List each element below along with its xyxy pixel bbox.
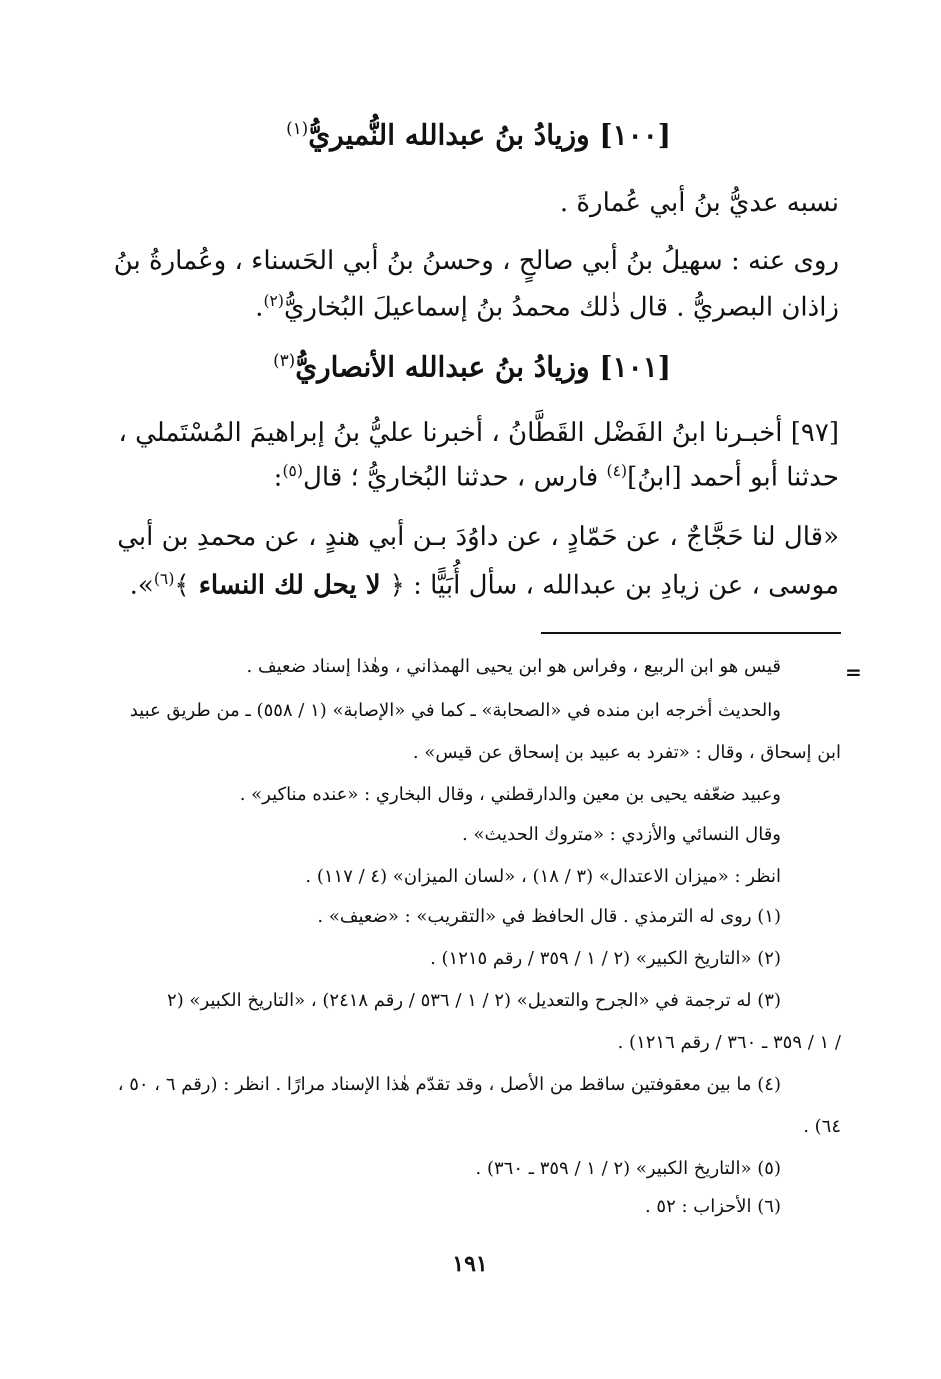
- footnote-ref-4: (٤): [606, 462, 628, 480]
- footnote-line: انظر : «ميزان الاعتدال» (٣ / ١٨) ، «لسان الميزان» (٤ / ١١٧) .: [305, 866, 781, 887]
- heading-100-text: [١٠٠] وزيادُ بنُ عبدالله النُّميريُّ: [308, 118, 671, 152]
- footnote-line: والحديث أخرجه ابن منده في «الصحابة» ـ كما في «الإصابة» (١ / ٥٥٨) ـ من طريق عبيد: [129, 700, 781, 721]
- riwaya-line-2: [255, 292, 839, 324]
- footnote-line: (١) روى له الترمذي . قال الحافظ في «التقريب» : «ضعيف» .: [317, 906, 781, 927]
- matn-line-2-end: ».: [129, 570, 154, 601]
- heading-entry-100: [286, 118, 671, 151]
- matn-line-2-b: ﴾: [174, 570, 190, 601]
- footnote-line: (٥) «التاريخ الكبير» (٢ / ١ / ٣٥٩ ـ ٣٦٠) .: [475, 1158, 781, 1179]
- riwaya-line-2-text: زاذان البصريُّ . قال ذٰلك محمدُ بنُ إسماعيلَ البُخاريُّ: [284, 292, 839, 323]
- footnote-ref-6: (٦): [153, 570, 175, 588]
- quran-verse: لا يحل لك النساء: [189, 570, 390, 601]
- nasab-line: نسبه عديُّ بنُ أبي عُمارةَ .: [559, 188, 839, 218]
- footnote-ref-1: (١): [286, 118, 309, 138]
- riwaya-line-2-end: .: [255, 292, 264, 323]
- footnote-line: (٦) الأحزاب : ٥٢ .: [644, 1196, 781, 1217]
- footnote-line: قيس هو ابن الربيع ، وفراس هو ابن يحيى الهمذاني ، وهٰذا إسناد ضعيف .: [246, 656, 781, 677]
- isnad-line-2: [274, 462, 839, 494]
- matn-line-2: [130, 570, 839, 602]
- continuation-mark: =: [845, 660, 862, 684]
- footnote-line: وقال النسائي والأزدي : «متروك الحديث» .: [462, 824, 781, 845]
- footnote-line: (٤) ما بين معقوفتين ساقط من الأصل ، وقد تقدّم هٰذا الإسناد مرارًا . انظر : (رقم ٦ ، ٥٠ ،: [117, 1074, 781, 1095]
- footnote-line: ابن إسحاق ، وقال : «تفرد به عبيد بن إسحاق عن قيس» .: [412, 742, 841, 763]
- footnote-line: ٦٤) .: [803, 1116, 841, 1137]
- footnote-ref-3: (٣): [273, 350, 296, 370]
- matn-line-1: «قال لنا حَجَّاجٌ ، عن حَمّادٍ ، عن داوُدَ بـن أبي هندٍ ، عن محمدِ بن أبي: [117, 522, 839, 552]
- isnad-line-2-c: :: [273, 462, 283, 493]
- footnote-line: وعبيد ضعّفه يحيى بن معين والدارقطني ، وقال البخاري : «عنده مناكير» .: [239, 784, 781, 805]
- heading-entry-101: [273, 350, 671, 383]
- footnote-ref-5: (٥): [282, 462, 304, 480]
- riwaya-line-1: روى عنه : سهيلُ بنُ أبي صالحٍ ، وحسنُ بنُ أبي الحَسناء ، وعُمارةُ بنُ: [113, 246, 839, 276]
- isnad-line-1: [٩٧] أخبـرنا ابنُ الفَضْل القَطَّانُ ، أخبرنا عليُّ بنُ إبراهيمَ المُسْتَملي ،: [118, 418, 839, 448]
- isnad-line-2-a: حدثنا أبو أحمد [ابنُ]: [627, 462, 839, 493]
- page-number: ١٩١: [452, 1251, 488, 1277]
- footnote-line: (٢) «التاريخ الكبير» (٢ / ١ / ٣٥٩ / رقم ١٢١٥) .: [430, 948, 781, 969]
- footnote-ref-2: (٢): [263, 292, 285, 310]
- footnote-line: / ١ / ٣٥٩ ـ ٣٦٠ / رقم ١٢١٦) .: [617, 1032, 841, 1053]
- footnote-separator: [541, 632, 841, 634]
- footnote-line: (٣) له ترجمة في «الجرح والتعديل» (٢ / ١ / ٥٣٦ / رقم ٢٤١٨) ، «التاريخ الكبير» (٢: [167, 990, 781, 1011]
- matn-line-2-a: موسى ، عن زيادِ بن عبدالله ، سأل أُبَيًّا : ﴿: [389, 570, 839, 601]
- isnad-line-2-b: فارس ، حدثنا البُخاريُّ ؛ قال: [303, 462, 607, 493]
- heading-101-text: [١٠١] وزيادُ بنُ عبدالله الأنصاريُّ: [295, 350, 671, 384]
